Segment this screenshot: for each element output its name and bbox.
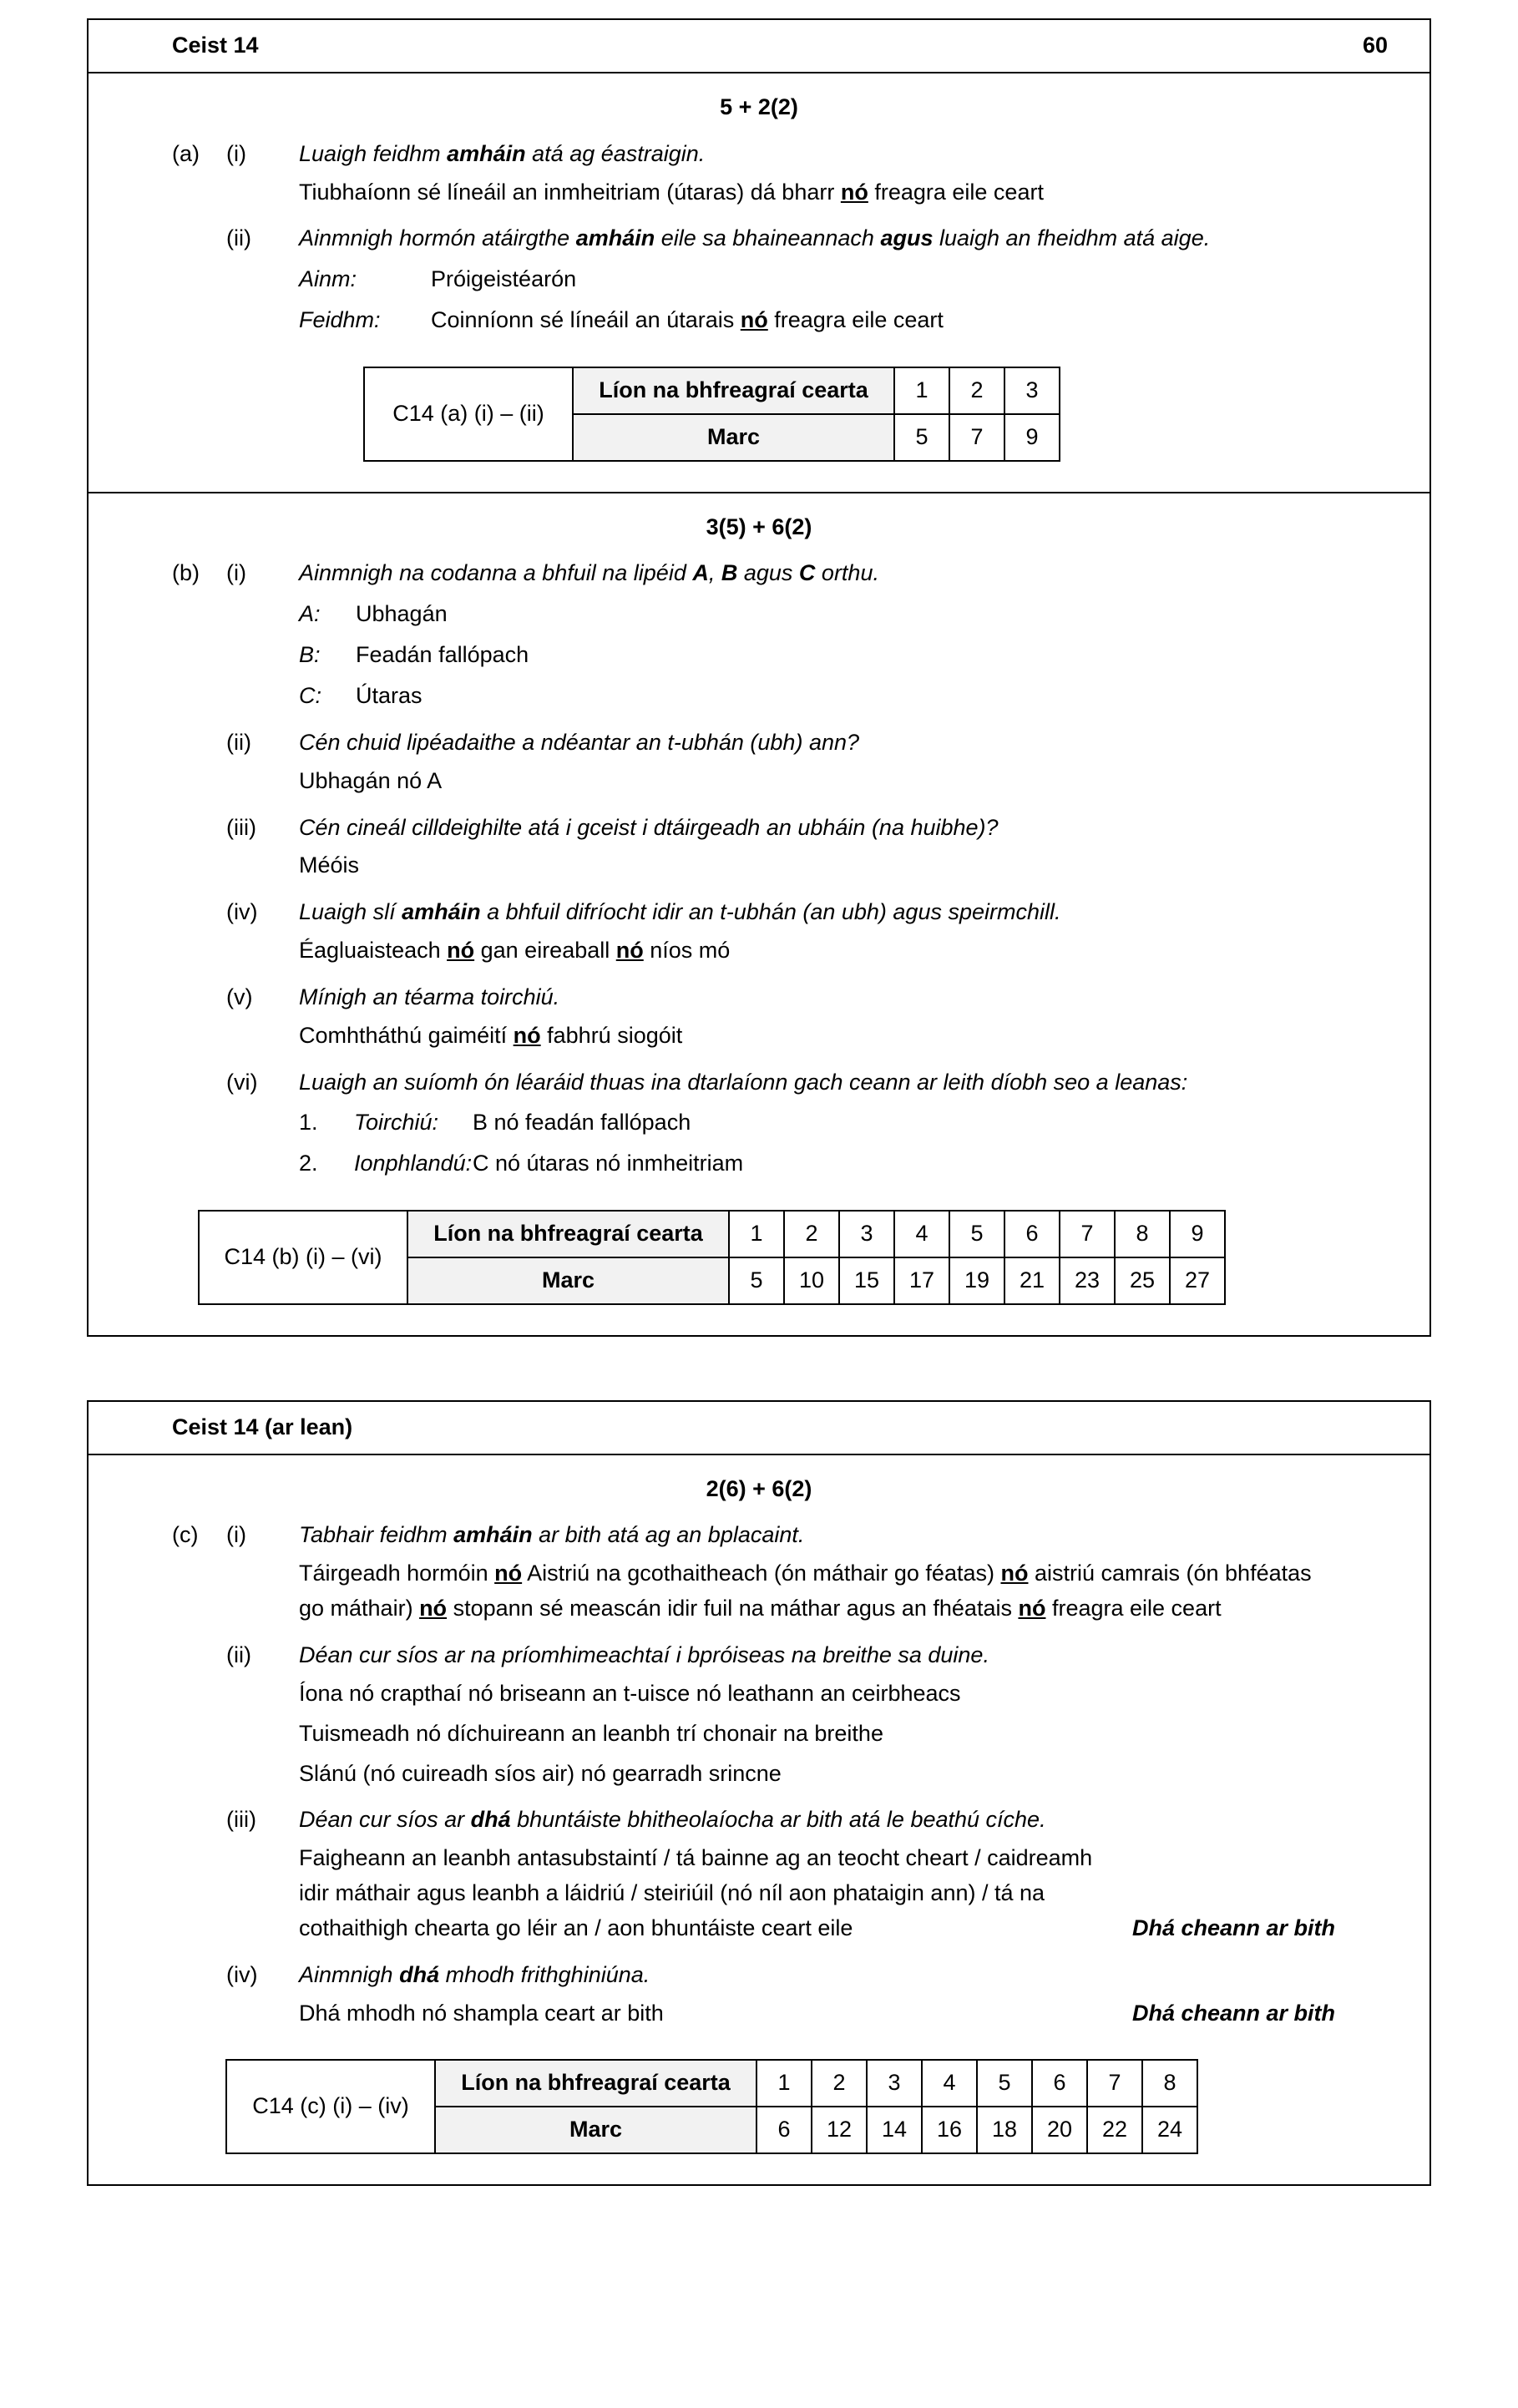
question-title-continued: Ceist 14 (ar lean) — [172, 1414, 353, 1439]
text-segment: Próigeistéarón — [431, 266, 577, 292]
marks-table-b-marc-header: Marc — [407, 1257, 729, 1304]
question-b-v — [89, 980, 1335, 1015]
field-label-a: A: — [299, 601, 321, 627]
marks-table-cell: 19 — [949, 1257, 1004, 1304]
question-c-i — [89, 1518, 1335, 1553]
text-segment: agus — [880, 225, 934, 251]
marks-table-cell: 7 — [1087, 2060, 1142, 2107]
field-b-label — [299, 638, 1335, 673]
marks-table-cell: 1 — [756, 2060, 812, 2107]
field-feidhm — [299, 303, 1335, 338]
marks-table-cell: 5 — [729, 1257, 784, 1304]
text-segment: amháin — [402, 899, 481, 925]
text-segment: Luaigh an suíomh ón léaráid thuas ina dtarlaíonn gach ceann ar leith díobh seo a leanas: — [299, 1069, 1188, 1095]
marks-table-b-label: C14 (b) (i) – (vi) — [199, 1211, 407, 1304]
question-a-i — [89, 137, 1335, 172]
text-segment: a bhfuil difríocht idir an t-ubhán (an ubh) agus speirmchill. — [480, 899, 1061, 925]
field-label-feidhm: Feidhm: — [299, 307, 381, 333]
answer-b-v — [299, 1019, 1335, 1054]
answer-c-ii-3: Slánú (nó cuireadh síos air) nó gearradh srincne — [299, 1760, 782, 1786]
box2-header — [89, 1402, 1429, 1455]
marks-table-cell: 5 — [949, 1211, 1004, 1257]
marks-table-cell: 25 — [1115, 1257, 1170, 1304]
question-text-b-ii — [299, 726, 1335, 761]
question-b-i — [89, 556, 1335, 591]
marks-table-cell: 6 — [1004, 1211, 1060, 1257]
section-a — [89, 73, 1429, 492]
text-segment: Tiubhaíonn sé líneáil an inmheitriam (útaras) dá bharr — [299, 179, 841, 205]
total-marks: 60 — [1362, 33, 1388, 58]
text-segment: nó — [615, 938, 644, 964]
text-segment: nó — [419, 1596, 448, 1621]
text-segment: nó — [1000, 1561, 1029, 1586]
marks-table-cell: 9 — [1170, 1211, 1225, 1257]
indent-spacer — [172, 726, 226, 761]
marks-table-a-label: C14 (a) (i) – (ii) — [364, 367, 573, 461]
question-text-b-v — [299, 980, 1335, 1015]
item-number-c-iii: (iii) — [226, 1807, 256, 1833]
marks-table-b-counts-row — [199, 1211, 1225, 1257]
indent-spacer — [172, 895, 226, 930]
question-a-ii — [89, 221, 1335, 256]
field-value-b: Feadán fallópach — [356, 642, 529, 668]
answer-c-iv — [299, 1996, 1335, 2031]
text-segment: Déan cur síos ar — [299, 1807, 471, 1833]
text-segment: freagra eile ceart — [767, 307, 944, 333]
text-segment: ar bith atá ag an bplacaint. — [532, 1522, 805, 1548]
marks-table-cell: 18 — [977, 2107, 1032, 2153]
marks-table-c-marc-header: Marc — [435, 2107, 756, 2153]
part-label-a: (a) — [172, 140, 200, 166]
marks-table-a — [363, 367, 1060, 462]
question-c-ii — [89, 1638, 1335, 1673]
text-segment: dhá — [399, 1961, 440, 1987]
question-box-ceist-14 — [87, 18, 1431, 1337]
text-segment: nó — [1018, 1596, 1046, 1621]
field-value-c: Útaras — [356, 682, 423, 708]
section-c — [89, 1455, 1429, 2185]
marks-table-cell: 9 — [1004, 414, 1060, 461]
marks-table-cell: 24 — [1142, 2107, 1197, 2153]
text-segment: Mínigh an téarma toirchiú. — [299, 984, 560, 1009]
answer-b-ii: Ubhagán nó A — [299, 767, 443, 793]
marks-table-cell: 21 — [1004, 1257, 1060, 1304]
field-ainm — [299, 262, 1335, 297]
question-b-iii — [89, 811, 1335, 846]
section-b — [89, 493, 1429, 1335]
question-text-a-ii — [299, 221, 1335, 256]
indent-spacer — [172, 1958, 226, 1993]
text-segment: Cén cineál cilldeighilte atá i gceist i dtáirgeadh an ubháin (na huibhe)? — [299, 814, 999, 840]
item-number-b-vi: (vi) — [226, 1069, 258, 1095]
answer-c-iii-note: Dhá cheann ar bith — [1131, 1915, 1335, 1940]
marks-table-c — [225, 2059, 1198, 2154]
item-number-b-v: (v) — [226, 984, 253, 1009]
question-text-c-iv — [299, 1958, 1335, 1993]
indent-spacer — [172, 221, 226, 256]
question-text-b-iii — [299, 811, 1335, 846]
text-segment: Faigheann an leanbh antasubstaintí / tá bainne ag an teocht cheart / caidreamh idir máthair agus leanbh a láidriú / steiriúil (nó níl aon phataigin ann) / tá na cothaithigh chearta go léir an / aon bhuntáiste ceart eile — [299, 1845, 1093, 1940]
numbered-answer-1-number: 1. — [299, 1110, 318, 1136]
marks-table-cell: 7 — [1060, 1211, 1115, 1257]
marks-table-cell: 1 — [894, 367, 949, 414]
marks-table-cell: 3 — [867, 2060, 922, 2107]
marks-table-cell: 6 — [1032, 2060, 1087, 2107]
marks-table-c-count-header: Líon na bhfreagraí cearta — [435, 2060, 756, 2107]
indent-spacer — [172, 1638, 226, 1673]
text-segment: , — [708, 560, 721, 586]
text-segment: amháin — [575, 225, 655, 251]
answer-c-iii — [299, 1841, 1335, 1946]
text-segment: atá ag éastraigin. — [525, 140, 706, 166]
field-label-ainm: Ainm: — [299, 266, 357, 292]
question-text-a-i — [299, 137, 1335, 172]
text-segment: eile sa bhaineannach — [655, 225, 881, 251]
text-segment: nó — [447, 938, 475, 964]
question-title: Ceist 14 — [172, 33, 259, 58]
field-value-feidhm — [431, 303, 1335, 338]
marks-formula-a: 5 + 2(2) — [720, 94, 798, 119]
numbered-answer-2-label: Ionphlandú: — [354, 1151, 473, 1176]
text-segment: Comhtháthú gaiméití — [299, 1022, 514, 1048]
text-segment: mhodh frithghiniúna. — [439, 1961, 650, 1987]
text-segment: Aistriú na gcothaitheach (ón máthair go féatas) — [522, 1561, 1001, 1586]
marks-table-cell: 23 — [1060, 1257, 1115, 1304]
item-number-b-iv: (iv) — [226, 899, 258, 925]
numbered-answer-1-value: B nó feadán fallópach — [473, 1110, 691, 1136]
text-segment: nó — [740, 307, 768, 333]
marks-table-c-counts-row — [226, 2060, 1197, 2107]
marks-table-cell: 10 — [784, 1257, 839, 1304]
item-number-c-i: (i) — [226, 1522, 246, 1548]
answer-c-iv-text — [299, 1996, 1107, 2031]
question-b-iv — [89, 895, 1335, 930]
question-text-c-ii — [299, 1638, 1335, 1673]
marks-table-b-count-header: Líon na bhfreagraí cearta — [407, 1211, 729, 1257]
text-segment: nó — [494, 1561, 523, 1586]
marks-table-cell: 1 — [729, 1211, 784, 1257]
marks-table-cell: 7 — [949, 414, 1004, 461]
answer-c-i — [299, 1556, 1335, 1626]
answer-b-iii: Méóis — [299, 852, 360, 878]
text-segment: Ainmnigh hormón atáirgthe — [299, 225, 576, 251]
marks-table-cell: 27 — [1170, 1257, 1225, 1304]
text-segment: bhuntáiste bhitheolaíocha ar bith atá le beathú cíche. — [510, 1807, 1046, 1833]
item-number-b-iii: (iii) — [226, 814, 256, 840]
numbered-answer-1-label: Toirchiú: — [354, 1110, 439, 1136]
answer-b-iv — [299, 933, 1335, 969]
marks-table-cell: 15 — [839, 1257, 894, 1304]
marks-table-cell: 5 — [977, 2060, 1032, 2107]
text-segment: aistriú camrais (ón bhféatas go máthair) — [299, 1561, 1312, 1621]
marks-table-cell: 14 — [867, 2107, 922, 2153]
question-text-c-i — [299, 1518, 1335, 1553]
numbered-answer-2 — [299, 1146, 1335, 1181]
text-segment: Coinníonn sé líneáil an útarais — [431, 307, 741, 333]
marks-table-cell: 2 — [784, 1211, 839, 1257]
marks-table-cell: 2 — [812, 2060, 867, 2107]
indent-spacer — [172, 1065, 226, 1100]
item-number-a-i: (i) — [226, 140, 246, 166]
numbered-answer-2-value: C nó útaras nó inmheitriam — [473, 1151, 744, 1176]
box1-header — [89, 20, 1429, 73]
field-value-ainm — [431, 262, 1335, 297]
answer-c-ii-2: Tuismeadh nó díchuireann an leanbh trí chonair na breithe — [299, 1720, 883, 1746]
item-number-c-ii: (ii) — [226, 1642, 251, 1667]
text-segment: nó — [840, 179, 868, 205]
item-number-c-iv: (iv) — [226, 1961, 258, 1987]
text-segment: fabhrú siogóit — [540, 1022, 683, 1048]
text-segment: Táirgeadh hormóin — [299, 1561, 495, 1586]
field-a-label — [299, 597, 1335, 632]
answer-a-i — [299, 175, 1335, 210]
item-number-b-ii: (ii) — [226, 729, 251, 755]
field-value-a: Ubhagán — [356, 601, 448, 627]
question-b-ii — [89, 726, 1335, 761]
marks-table-a-count-header: Líon na bhfreagraí cearta — [573, 367, 894, 414]
text-segment: nó — [513, 1022, 541, 1048]
text-segment: Dhá mhodh nó shampla ceart ar bith — [299, 2000, 664, 2026]
text-segment: Déan cur síos ar na príomhimeachtaí i bpróiseas na breithe sa duine. — [299, 1642, 989, 1667]
marks-table-cell: 2 — [949, 367, 1004, 414]
answer-c-iv-note: Dhá cheann ar bith — [1131, 2000, 1335, 2026]
marks-table-cell: 4 — [922, 2060, 977, 2107]
question-text-b-iv — [299, 895, 1335, 930]
text-segment: amháin — [447, 140, 526, 166]
question-box-ceist-14-ar-lean — [87, 1400, 1431, 2186]
marks-table-a-marc-header: Marc — [573, 414, 894, 461]
item-number-b-i: (i) — [226, 560, 246, 586]
marks-table-cell: 16 — [922, 2107, 977, 2153]
marks-table-cell: 22 — [1087, 2107, 1142, 2153]
field-label-b: B: — [299, 642, 321, 668]
marks-table-c-label: C14 (c) (i) – (iv) — [226, 2060, 435, 2153]
marks-table-a-counts-row — [364, 367, 1060, 414]
text-segment: Ainmnigh na codanna a bhfuil na lipéid — [299, 560, 693, 586]
text-segment: dhá — [470, 1807, 511, 1833]
text-segment: Éagluaisteach — [299, 938, 448, 964]
field-label-c: C: — [299, 682, 321, 708]
question-c-iv — [89, 1958, 1335, 1993]
question-text-c-iii — [299, 1803, 1335, 1838]
text-segment: C — [798, 560, 816, 586]
question-b-vi — [89, 1065, 1335, 1100]
indent-spacer — [172, 811, 226, 846]
marks-table-cell: 17 — [894, 1257, 949, 1304]
text-segment: Ainmnigh — [299, 1961, 400, 1987]
numbered-answer-1 — [299, 1105, 1335, 1141]
text-segment: Tabhair feidhm — [299, 1522, 454, 1548]
part-label-b: (b) — [172, 560, 200, 586]
text-segment: luaigh an fheidhm atá aige. — [933, 225, 1211, 251]
field-c-label — [299, 679, 1335, 714]
marks-table-cell: 12 — [812, 2107, 867, 2153]
marks-table-cell: 8 — [1115, 1211, 1170, 1257]
marks-formula-c: 2(6) + 6(2) — [706, 1475, 812, 1501]
indent-spacer — [172, 1803, 226, 1838]
text-segment: freagra eile ceart — [1045, 1596, 1222, 1621]
marks-table-cell: 4 — [894, 1211, 949, 1257]
text-segment: stopann sé meascán idir fuil na máthar agus an fhéatais — [447, 1596, 1019, 1621]
indent-spacer — [172, 980, 226, 1015]
question-text-b-i — [299, 556, 1335, 591]
question-c-iii — [89, 1803, 1335, 1838]
text-segment: freagra eile ceart — [868, 179, 1044, 205]
marks-table-cell: 6 — [756, 2107, 812, 2153]
part-label-c: (c) — [172, 1522, 199, 1548]
numbered-answer-2-number: 2. — [299, 1151, 318, 1176]
marks-table-cell: 3 — [839, 1211, 894, 1257]
text-segment: gan eireaball — [474, 938, 616, 964]
text-segment: agus — [737, 560, 799, 586]
text-segment: A — [692, 560, 709, 586]
marks-formula-b: 3(5) + 6(2) — [706, 513, 812, 539]
marks-table-cell: 3 — [1004, 367, 1060, 414]
marks-table-cell: 20 — [1032, 2107, 1087, 2153]
text-segment: níos mó — [643, 938, 731, 964]
item-number-a-ii: (ii) — [226, 225, 251, 251]
text-segment: amháin — [453, 1522, 533, 1548]
text-segment: Cén chuid lipéadaithe a ndéantar an t-ubhán (ubh) ann? — [299, 729, 860, 755]
text-segment: orthu. — [815, 560, 879, 586]
text-segment: Luaigh slí — [299, 899, 402, 925]
answer-c-iii-text — [299, 1841, 1107, 1946]
text-segment: Luaigh feidhm — [299, 140, 448, 166]
question-text-b-vi — [299, 1065, 1335, 1100]
marks-table-cell: 5 — [894, 414, 949, 461]
marks-table-cell: 8 — [1142, 2060, 1197, 2107]
answer-c-ii-1: Íona nó crapthaí nó briseann an t-uisce nó leathann an ceirbheacs — [299, 1680, 961, 1706]
marks-table-b — [198, 1210, 1226, 1305]
text-segment: B — [721, 560, 738, 586]
